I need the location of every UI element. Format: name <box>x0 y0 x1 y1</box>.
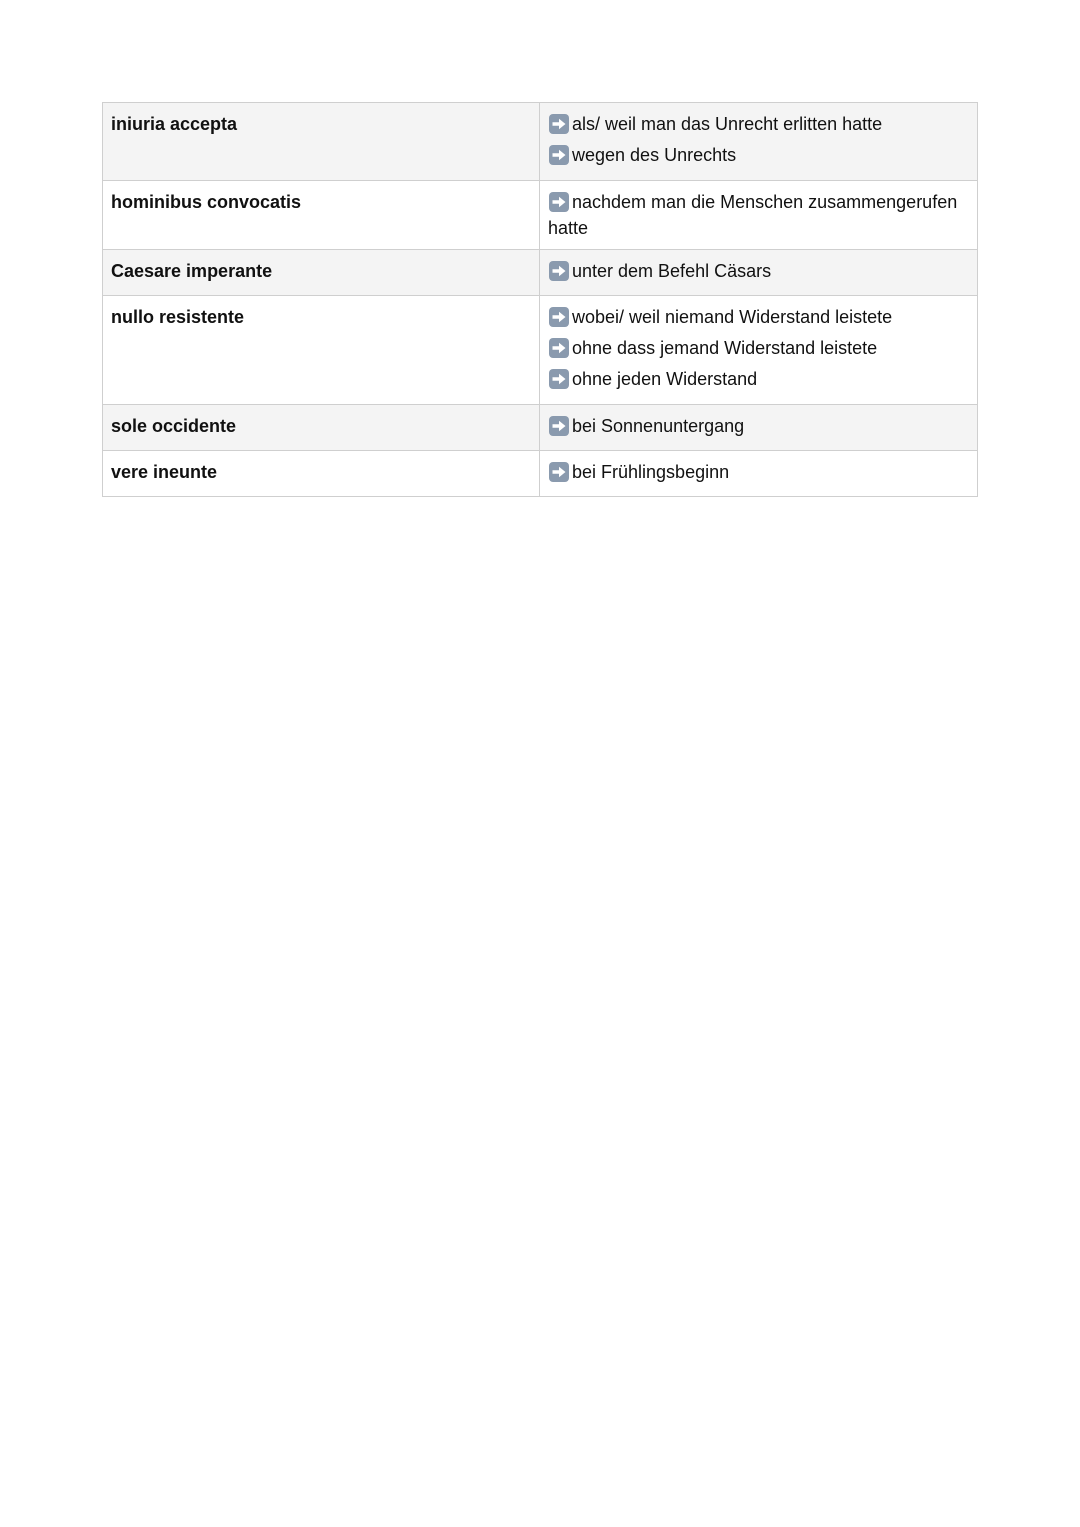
table-row <box>103 296 978 405</box>
translation-line <box>548 111 969 137</box>
translation-line <box>548 189 969 241</box>
translation-text: wobei/ weil niemand Widerstand leistete <box>572 307 893 327</box>
translation-text: nachdem man die Menschen zusammengerufen hatte <box>548 192 958 238</box>
table-row <box>103 250 978 296</box>
table-row <box>103 181 978 250</box>
right-arrow-icon <box>548 461 570 483</box>
translation-line <box>548 335 969 361</box>
right-arrow-icon <box>548 113 570 135</box>
latin-term: Caesare imperante <box>103 250 540 296</box>
latin-term: iniuria accepta <box>103 103 540 181</box>
translation-line <box>548 413 969 439</box>
latin-term: vere ineunte <box>103 451 540 497</box>
table-row <box>103 405 978 451</box>
right-arrow-icon <box>548 337 570 359</box>
right-arrow-icon <box>548 368 570 390</box>
translation-text: als/ weil man das Unrecht erlitten hatte <box>572 114 883 134</box>
translation-line <box>548 366 969 392</box>
vocab-table-body <box>103 103 978 497</box>
translation-line <box>548 142 969 168</box>
latin-term: nullo resistente <box>103 296 540 405</box>
translation-text: ohne jeden Widerstand <box>572 369 758 389</box>
table-row <box>103 451 978 497</box>
translation-cell <box>540 451 978 497</box>
right-arrow-icon <box>548 191 570 213</box>
translation-cell <box>540 296 978 405</box>
translation-cell <box>540 250 978 296</box>
right-arrow-icon <box>548 144 570 166</box>
translation-text: unter dem Befehl Cäsars <box>572 261 772 281</box>
translation-cell <box>540 405 978 451</box>
translation-line <box>548 258 969 284</box>
translation-text: wegen des Unrechts <box>572 145 737 165</box>
right-arrow-icon <box>548 306 570 328</box>
right-arrow-icon <box>548 415 570 437</box>
translation-cell <box>540 181 978 250</box>
table-row <box>103 103 978 181</box>
translation-line <box>548 304 969 330</box>
translation-text: ohne dass jemand Widerstand leistete <box>572 338 878 358</box>
translation-text: bei Sonnenuntergang <box>572 416 745 436</box>
translation-line <box>548 459 969 485</box>
translation-cell <box>540 103 978 181</box>
translation-text: bei Frühlingsbeginn <box>572 462 730 482</box>
vocab-table <box>102 102 978 497</box>
latin-term: hominibus convocatis <box>103 181 540 250</box>
latin-term: sole occidente <box>103 405 540 451</box>
right-arrow-icon <box>548 260 570 282</box>
